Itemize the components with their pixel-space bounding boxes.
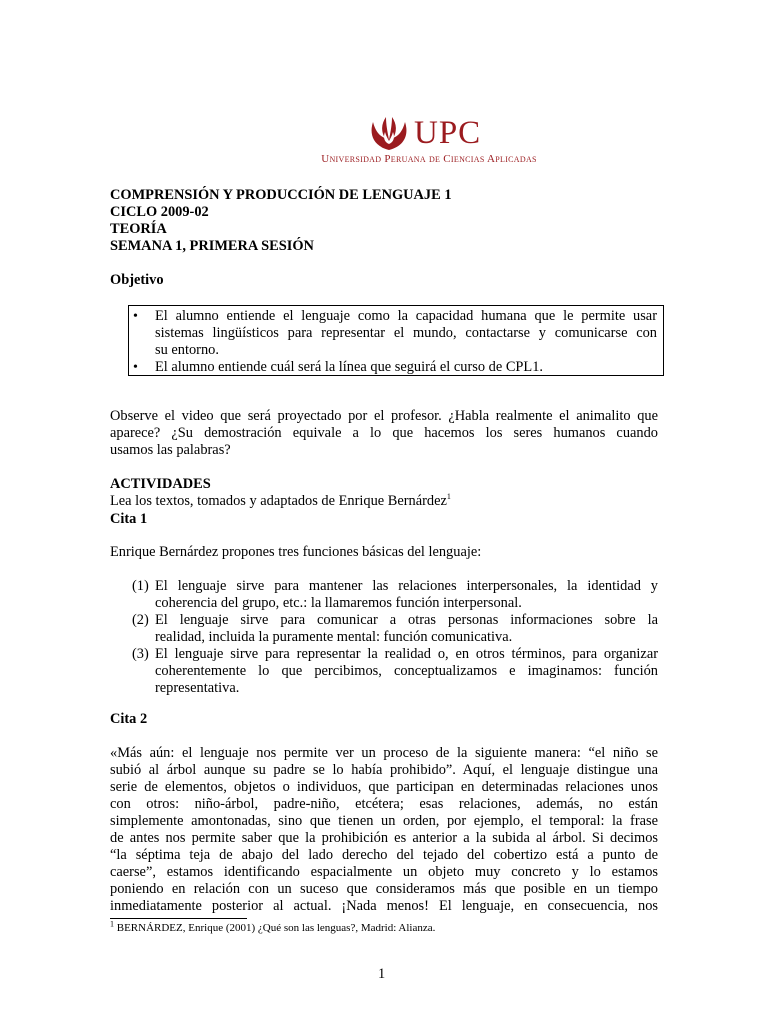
upc-emblem-icon [367, 114, 411, 152]
list-item-number: (1) [132, 578, 149, 594]
cita2-paragraph [110, 745, 658, 915]
cita1-lead: Enrique Bernárdez propones tres funciones básicas del lenguaje: [110, 544, 482, 560]
cita2-heading: Cita 2 [110, 711, 148, 727]
cycle-label: CICLO 2009-02 [110, 204, 209, 220]
paragraph-line: inmediatamente posterior al actual. ¡Nada menos! El lenguaje, en consecuencia, nos [110, 898, 658, 914]
paragraph-line: simplemente amontonadas, sino que tienen un orden, por ejemplo, el temporal: la frase [110, 813, 658, 829]
list-item-line: El lenguaje sirve para representar la realidad o, en otros términos, para organizar [155, 646, 658, 662]
page-number: 1 [378, 966, 386, 982]
type-label: TEORÍA [110, 221, 167, 237]
paragraph-line: usamos las palabras? [110, 442, 231, 458]
list-item-line: El lenguaje sirve para comunicar a otras personas informaciones sobre la [155, 612, 658, 628]
footnote-number: 1 [110, 919, 114, 929]
footnote-divider [110, 918, 247, 919]
bullet-line: sistemas lingüísticos para representar el mundo, contactarse y comunicarse con [155, 325, 657, 341]
footnote-text: BERNÁRDEZ, Enrique (2001) ¿Qué son las lenguas?, Madrid: Alianza. [114, 922, 436, 934]
bullet-line: El alumno entiende el lenguaje como la capacidad humana que le permite usar [155, 308, 657, 324]
logo-subtitle: Universidad Peruana de Ciencias Aplicadas [321, 153, 537, 165]
footnote [110, 919, 436, 935]
paragraph-line: caerse”, estamos identificando espacialmente un objeto muy concreto y lo estamos [110, 864, 658, 880]
paragraph-line: poniendo en relación con un suceso que consideramos más que posible en un tiempo [110, 881, 658, 897]
logo-wordmark: UPC [414, 115, 482, 151]
intro-paragraph [110, 408, 658, 459]
list-item-line: coherencia del grupo, etc.: la llamaremos función interpersonal. [155, 595, 522, 611]
paragraph-line: «Más aún: el lenguaje nos permite ver un proceso de la siguiente manera: “el niño se [110, 745, 658, 761]
instruction-text: Lea los textos, tomados y adaptados de Enrique Bernárdez [110, 493, 447, 509]
activities-instruction [110, 493, 658, 510]
bullet-icon: • [133, 360, 138, 375]
paragraph-line: “la séptima teja de abajo del lado derecho del tejado del cobertizo está a punto de [110, 847, 658, 863]
session-label: SEMANA 1, PRIMERA SESIÓN [110, 238, 314, 254]
list-item-number: (3) [132, 646, 149, 662]
bullet-line: El alumno entiende cuál será la línea que seguirá el curso de CPL1. [155, 359, 544, 375]
bullet-line: su entorno. [155, 342, 219, 358]
course-title: COMPRENSIÓN Y PRODUCCIÓN DE LENGUAJE 1 [110, 187, 452, 203]
list-item-line: representativa. [155, 680, 240, 696]
paragraph-line: aparece? ¿Su demostración equivale a lo que hacemos los seres humanos cuando [110, 425, 658, 441]
document-header [110, 187, 658, 255]
list-item-number: (2) [132, 612, 149, 628]
paragraph-line: de antes nos permite saber que la prohibición es anterior a la subida al árbol. Si decimos [110, 830, 658, 846]
paragraph-line: serie de elementos, objetos o individuos, que participan en determinadas relaciones unos [110, 779, 658, 795]
list-item-line: realidad, incluida la puramente mental: función comunicativa. [155, 629, 513, 645]
paragraph-line: con otros: niño-árbol, padre-niño, etcétera; esas relaciones, además, no están [110, 796, 658, 812]
footnote-mark: 1 [446, 492, 451, 502]
paragraph-line: subió al árbol aunque su padre se lo había prohibido”. Aquí, el lenguaje distingue una [110, 762, 658, 778]
objective-box [128, 305, 664, 376]
paragraph-line: Observe el video que será proyectado por el profesor. ¿Habla realmente el animalito que [110, 408, 658, 424]
list-item-line: coherentemente lo que percibimos, conceptualizamos e imaginamos: función [155, 663, 658, 679]
upc-logo [300, 114, 558, 168]
cita1-heading: Cita 1 [110, 511, 148, 527]
bullet-icon: • [133, 309, 138, 324]
list-item-line: El lenguaje sirve para mantener las relaciones interpersonales, la identidad y [155, 578, 658, 594]
activities-heading: ACTIVIDADES [110, 476, 211, 492]
objective-heading: Objetivo [110, 272, 164, 288]
